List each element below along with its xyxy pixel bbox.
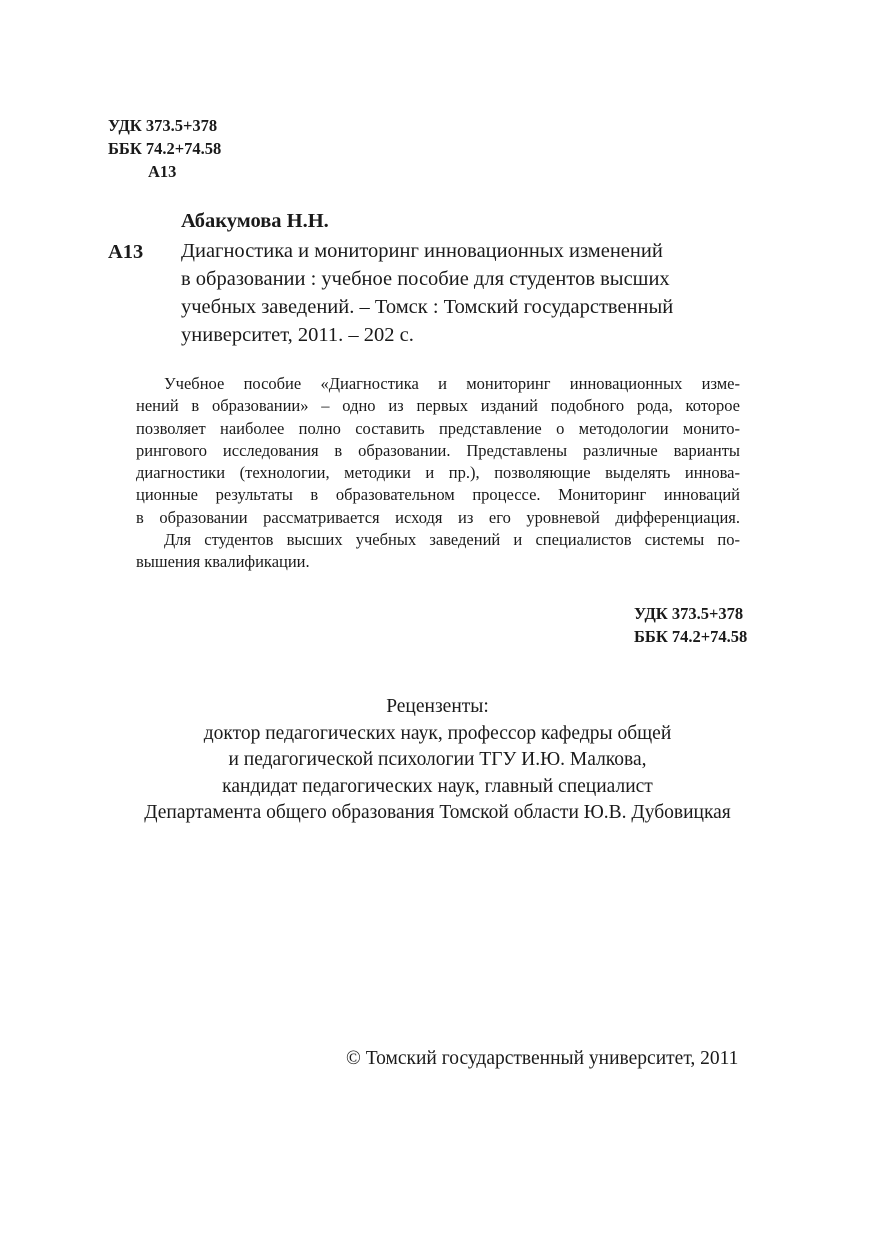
reviewer-line: и педагогической психологии ТГУ И.Ю. Малкова, — [228, 749, 647, 770]
reviewers-heading: Рецензенты: — [386, 696, 489, 717]
annotation-line: нений в образовании» – одно из первых изданий подобного рода, которое — [136, 396, 740, 416]
reviewer-line: Департамента общего образования Томской области Ю.В. Дубовицкая — [144, 802, 731, 823]
bibliographic-description — [181, 237, 781, 349]
udk-code: УДК 373.5+378 — [634, 604, 744, 623]
annotation-line: вышения квалификации. — [136, 552, 310, 572]
annotation-line: в образовании рассматривается исходя из его уровневой дифференциация. — [136, 507, 740, 527]
author-name: Абакумова Н.Н. — [181, 210, 329, 232]
copyright-notice: © Томский государственный университет, 2011 — [346, 1048, 739, 1069]
title-line: университет, 2011. – 202 с. — [181, 324, 414, 346]
bbk-code: ББК 74.2+74.58 — [108, 139, 222, 158]
card-author-mark: А13 — [108, 241, 144, 263]
reviewer-line: кандидат педагогических наук, главный специалист — [222, 775, 653, 797]
title-line: Диагностика и мониторинг инновационных изменений — [181, 240, 663, 262]
classification-codes-top — [108, 114, 221, 183]
annotation-line: рингового исследования в образовании. Представлены различные варианты — [136, 440, 740, 460]
annotation — [136, 373, 740, 574]
annotation-line: позволяет наиболее полно составить представление о методологии монито- — [136, 418, 740, 438]
annotation-line: ционные результаты в образовательном процессе. Мониторинг инноваций — [136, 485, 740, 505]
author-mark: А13 — [148, 162, 177, 181]
title-line: в образовании : учебное пособие для студентов высших — [181, 268, 670, 290]
udk-code: УДК 373.5+378 — [108, 116, 218, 135]
annotation-line: Учебное пособие «Диагностика и мониторинг инновационных изме- — [164, 374, 740, 393]
title-line: учебных заведений. – Томск : Томский государственный — [181, 296, 674, 318]
classification-codes-bottom — [634, 602, 747, 648]
bbk-code: ББК 74.2+74.58 — [634, 627, 748, 646]
reviewers-block — [0, 694, 875, 827]
annotation-line: Для студентов высших учебных заведений и специалистов системы по- — [164, 530, 740, 550]
annotation-line: диагностики (технологии, методики и пр.), позволяющие выделять иннова- — [136, 463, 740, 483]
reviewer-line: доктор педагогических наук, профессор кафедры общей — [203, 722, 672, 744]
